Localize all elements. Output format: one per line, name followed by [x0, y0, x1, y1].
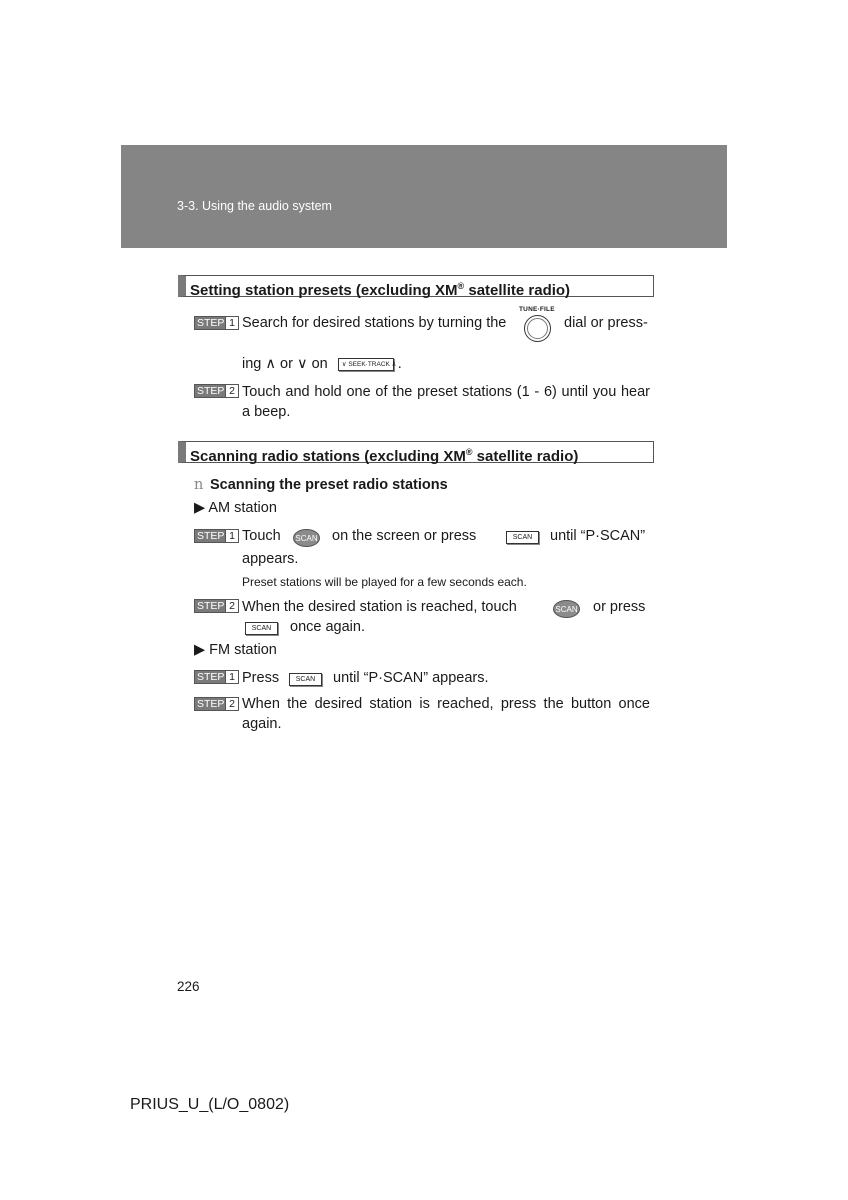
step-text: Search for desired stations by turning the: [242, 315, 507, 331]
seek-track-key-icon: ∨ SEEK·TRACK ∧: [338, 358, 394, 371]
heading-text-end: satellite radio): [472, 448, 579, 465]
page-number: 226: [177, 979, 200, 994]
step-text: until “P·SCAN” appears.: [333, 670, 489, 686]
step-badge: STEP 2: [194, 697, 239, 711]
step-text: appears.: [242, 551, 299, 567]
step-text: or press: [593, 599, 646, 615]
subheading: Scanning the preset radio stations: [210, 477, 448, 493]
registered-mark: ®: [457, 281, 465, 291]
chapter-header-band: [121, 145, 727, 248]
step-text: until “P·SCAN”: [550, 528, 646, 544]
scan-touch-icon: SCAN: [553, 600, 580, 618]
scan-touch-icon: SCAN: [293, 529, 320, 547]
step-text-continued: ing ∧ or ∨ on ∨ SEEK·TRACK ∧ .: [242, 356, 402, 372]
bullet-glyph: n: [194, 477, 204, 493]
scan-key-icon: SCAN: [506, 531, 539, 544]
step-badge: STEP 2: [194, 384, 239, 398]
scan-key-icon: SCAN: [289, 673, 322, 686]
step-badge: STEP 1: [194, 670, 239, 684]
step-badge: STEP 1: [194, 316, 239, 330]
step-text: When the desired station is reached, press the button once again.: [242, 696, 650, 732]
step-text: Touch: [242, 528, 281, 544]
fm-station-title: ▶ FM station: [194, 642, 277, 658]
note-text: Preset stations will be played for a few seconds each.: [242, 575, 527, 589]
heading-text: Scanning radio stations (excluding XM: [190, 448, 466, 465]
scan-key-icon: SCAN: [245, 622, 278, 635]
step-text: dial or press-: [564, 315, 648, 331]
step-text: Touch and hold one of the preset stations (1 - 6) until you hear a beep.: [242, 384, 650, 420]
section-heading-station-presets: [178, 275, 654, 297]
breadcrumb: 3-3. Using the audio system: [177, 199, 332, 213]
step-text: Press: [242, 670, 280, 686]
tune-file-dial-icon: [524, 315, 551, 342]
document-footer: PRIUS_U_(L/O_0802): [130, 1096, 290, 1113]
step-text: on the screen or press: [332, 528, 477, 544]
step-text: once again.: [290, 619, 365, 635]
registered-mark: ®: [465, 447, 473, 457]
dial-label: TUNE·FILE: [519, 306, 555, 313]
step-text: When the desired station is reached, touch: [242, 599, 517, 615]
section-heading-scanning: [178, 441, 654, 463]
heading-text: Setting station presets (excluding XM: [190, 282, 458, 299]
step-badge: STEP 1: [194, 529, 239, 543]
am-station-title: ▶ AM station: [194, 500, 277, 516]
step-badge: STEP 2: [194, 599, 239, 613]
heading-text-end: satellite radio): [464, 282, 571, 299]
